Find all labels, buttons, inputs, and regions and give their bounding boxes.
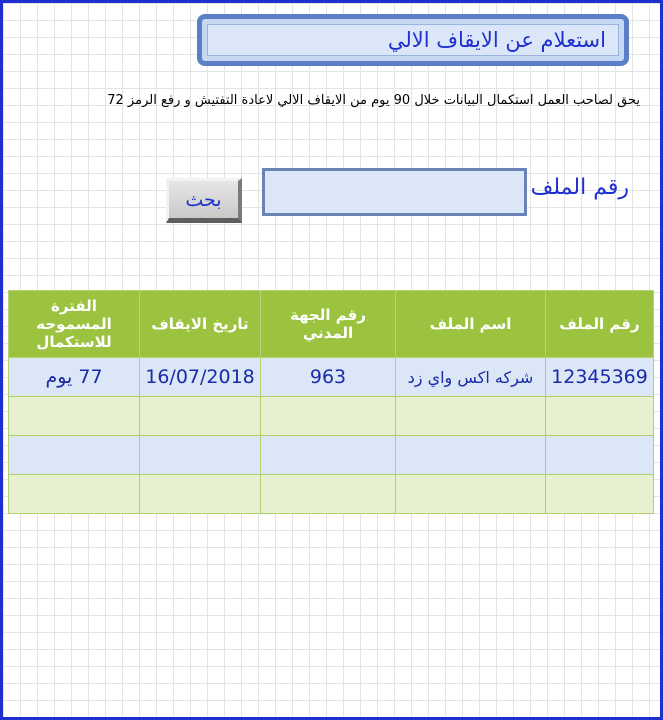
cell-civil-id [261, 397, 396, 436]
cell-suspension-date: 16/07/2018 [140, 358, 261, 397]
table-row [9, 436, 654, 475]
column-header-suspension-date: تاريخ الايقاف [140, 291, 261, 358]
cell-file-number: 12345369 [546, 358, 654, 397]
cell-suspension-date [140, 436, 261, 475]
column-header-file-number: رقم الملف [546, 291, 654, 358]
cell-allowed-period [9, 397, 140, 436]
page-title: استعلام عن الايقاف الالي [207, 24, 619, 56]
column-header-civil-id: رقم الجهة المدني [261, 291, 396, 358]
table-row [9, 475, 654, 514]
completion-notice: يحق لصاحب العمل استكمال البيانات خلال 90 يوم من الايقاف الالي لاعادة التفتيش و رفع الرمز 72 [107, 93, 640, 108]
search-button[interactable]: بحث [166, 178, 242, 223]
cell-civil-id [261, 475, 396, 514]
file-number-input[interactable] [262, 168, 527, 216]
cell-file-number [546, 475, 654, 514]
title-panel [197, 14, 629, 66]
column-header-allowed-period: الفترة المسموحه للاستكمال [9, 291, 140, 358]
cell-file-name: شركه اكس واي زد [396, 358, 546, 397]
cell-allowed-period [9, 436, 140, 475]
cell-file-number [546, 436, 654, 475]
cell-suspension-date [140, 475, 261, 514]
cell-file-name [396, 397, 546, 436]
cell-civil-id: 963 [261, 358, 396, 397]
cell-civil-id [261, 436, 396, 475]
table-row [9, 397, 654, 436]
cell-file-number [546, 397, 654, 436]
table-row [9, 358, 654, 397]
cell-allowed-period [9, 475, 140, 514]
column-header-file-name: اسم الملف [396, 291, 546, 358]
cell-file-name [396, 475, 546, 514]
cell-suspension-date [140, 397, 261, 436]
cell-file-name [396, 436, 546, 475]
cell-allowed-period: 77 يوم [9, 358, 140, 397]
results-table [8, 290, 654, 514]
table-header-row [9, 291, 654, 358]
file-number-label: رقم الملف [530, 175, 629, 200]
